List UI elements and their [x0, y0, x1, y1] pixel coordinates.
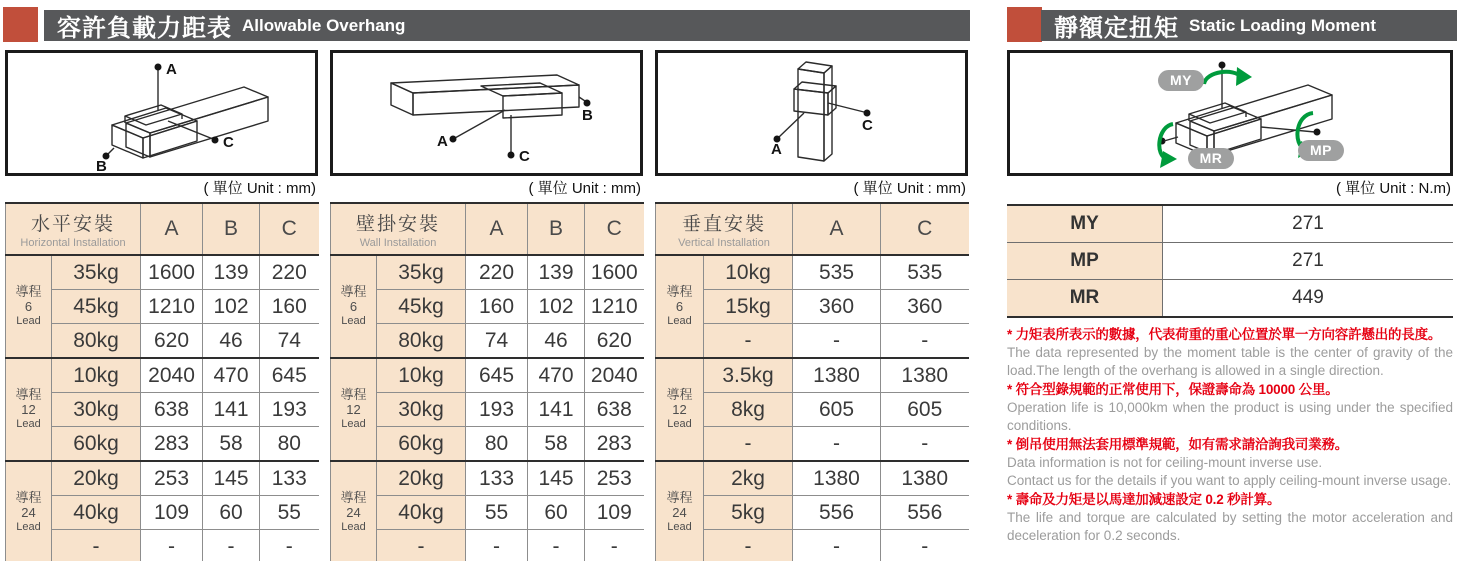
lead-label-zh: 導程 [340, 284, 367, 300]
table-title-en: Vertical Installation [678, 237, 770, 249]
point-c-label: C [223, 134, 234, 151]
value-cell: 46 [528, 324, 585, 359]
unit-label: ( 單位 Unit : mm) [528, 180, 641, 197]
value-cell: 1380 [881, 461, 969, 496]
value-cell: 360 [793, 290, 881, 324]
lead-label-en: Lead [667, 418, 692, 431]
value-cell: 283 [585, 427, 644, 462]
horizontal-installation-panel [5, 50, 318, 561]
load-cell: 80kg [377, 324, 466, 359]
value-cell: 141 [528, 393, 585, 427]
lead-cell [6, 358, 52, 461]
value-cell: 556 [793, 496, 881, 530]
value-cell: 638 [585, 393, 644, 427]
lead-number: 24 [346, 505, 361, 521]
table-title-zh: 壁掛安裝 [356, 214, 441, 235]
column-header-a: A [466, 203, 528, 255]
column-header-c: C [260, 203, 319, 255]
wall-installation-table [330, 202, 644, 561]
lead-cell [656, 461, 704, 561]
table-row [6, 393, 319, 427]
note [1007, 380, 1453, 435]
vertical-installation-diagram [655, 50, 968, 176]
note-text-zh: * 倒吊使用無法套用標準規範，如有需求請洽詢我司業務。 [1007, 437, 1349, 452]
table-row [331, 393, 644, 427]
table-row [6, 324, 319, 359]
load-cell: 30kg [52, 393, 141, 427]
point-a-label: A [771, 141, 782, 158]
load-cell: - [704, 530, 793, 561]
table-row [656, 461, 969, 496]
load-cell: - [52, 530, 141, 561]
value-cell: 253 [585, 461, 644, 496]
table-title-en: Wall Installation [359, 237, 437, 249]
value-cell: 360 [881, 290, 969, 324]
load-cell: 20kg [377, 461, 466, 496]
table-row [6, 427, 319, 462]
note-text-zh: * 壽命及力矩是以馬達加減速設定 0.2 秒計算。 [1007, 492, 1281, 507]
table-row [331, 358, 644, 393]
value-cell: 133 [466, 461, 528, 496]
value-cell: 1600 [585, 255, 644, 290]
value-cell: - [881, 530, 969, 561]
section-title-zh: 容許負載力距表 [57, 15, 232, 42]
value-cell: 160 [260, 290, 319, 324]
value-cell: 2040 [585, 358, 644, 393]
value-cell: 109 [141, 496, 203, 530]
overhang-panels [5, 50, 968, 561]
load-cell: - [704, 324, 793, 359]
load-cell: - [704, 427, 793, 462]
value-cell: - [793, 427, 881, 462]
value-cell: 58 [203, 427, 260, 462]
value-cell: 2040 [141, 358, 203, 393]
lead-number: 24 [672, 505, 687, 521]
lead-label-en: Lead [16, 315, 41, 328]
note-text-en: The life and torque are calculated by setting the motor acceleration and deceleration for 0.2 seconds. [1007, 510, 1453, 543]
value-cell: - [585, 530, 644, 561]
value-cell: 535 [881, 255, 969, 290]
value-cell: - [203, 530, 260, 561]
value-cell: 283 [141, 427, 203, 462]
table-row [331, 255, 644, 290]
value-cell: 102 [528, 290, 585, 324]
note-text-zh: * 力矩表所表示的數據，代表荷重的重心位置於單一方向容許懸出的長度。 [1007, 327, 1442, 342]
load-cell: 5kg [704, 496, 793, 530]
moment-label: MP [1007, 243, 1163, 280]
table-row [6, 290, 319, 324]
value-cell: 605 [881, 393, 969, 427]
value-cell: 1380 [793, 461, 881, 496]
lead-label-en: Lead [16, 418, 41, 431]
lead-label-zh: 導程 [340, 387, 367, 403]
value-cell: 638 [141, 393, 203, 427]
load-cell: 10kg [52, 358, 141, 393]
moment-value: 449 [1163, 280, 1454, 318]
value-cell: 605 [793, 393, 881, 427]
unit-label: ( 單位 Unit : N.m) [1336, 180, 1451, 197]
moment-value: 271 [1163, 205, 1454, 243]
unit-label: ( 單位 Unit : mm) [853, 180, 966, 197]
table-row [331, 290, 644, 324]
load-cell: 45kg [52, 290, 141, 324]
column-header-c: C [881, 203, 969, 255]
load-cell: 45kg [377, 290, 466, 324]
mp-badge-label: MP [1310, 142, 1332, 158]
note-text-en: Operation life is 10,000km when the product is using under the specified conditions. [1007, 400, 1453, 433]
vertical-installation-table [655, 202, 969, 561]
value-cell: 1210 [585, 290, 644, 324]
value-cell: 645 [466, 358, 528, 393]
table-row [1007, 280, 1453, 318]
column-header-b: B [528, 203, 585, 255]
table-row [1007, 205, 1453, 243]
value-cell: 470 [203, 358, 260, 393]
value-cell: 145 [528, 461, 585, 496]
value-cell: 74 [260, 324, 319, 359]
table-row [6, 530, 319, 561]
load-cell: 20kg [52, 461, 141, 496]
lead-label-zh: 導程 [15, 490, 42, 506]
value-cell: 60 [528, 496, 585, 530]
table-row [331, 324, 644, 359]
section-title-zh: 靜額定扭矩 [1054, 15, 1179, 42]
note [1007, 435, 1453, 490]
load-cell: 60kg [52, 427, 141, 462]
load-cell: 8kg [704, 393, 793, 427]
value-cell: 193 [260, 393, 319, 427]
load-cell: 15kg [704, 290, 793, 324]
table-row [331, 461, 644, 496]
value-cell: - [141, 530, 203, 561]
value-cell: - [793, 530, 881, 561]
lead-label-en: Lead [341, 521, 366, 534]
moment-diagram [1007, 50, 1453, 176]
load-cell: 60kg [377, 427, 466, 462]
table-title-zh: 垂直安裝 [681, 214, 766, 235]
moment-label: MR [1007, 280, 1163, 318]
point-b-label: B [96, 158, 107, 173]
value-cell: 1380 [793, 358, 881, 393]
wall-rail-drawing [333, 53, 640, 173]
load-cell: 35kg [52, 255, 141, 290]
column-header-b: B [203, 203, 260, 255]
note-text-en: The data represented by the moment table is the center of gravity of the load.The length of the overhang is allowed in a single direction. [1007, 345, 1453, 378]
load-cell: 3.5kg [704, 358, 793, 393]
value-cell: - [466, 530, 528, 561]
value-cell: 556 [881, 496, 969, 530]
lead-cell [331, 461, 377, 561]
value-cell: 470 [528, 358, 585, 393]
value-cell: 55 [466, 496, 528, 530]
vertical-installation-table-host [655, 202, 968, 561]
value-cell: 1600 [141, 255, 203, 290]
value-cell: 80 [466, 427, 528, 462]
value-cell: 55 [260, 496, 319, 530]
lead-label-en: Lead [667, 315, 692, 328]
lead-number: 12 [346, 402, 361, 418]
table-title-en: Horizontal Installation [20, 237, 126, 249]
vertical-installation-panel [655, 50, 968, 561]
note [1007, 490, 1453, 545]
value-cell: 535 [793, 255, 881, 290]
wall-installation-table-host [330, 202, 643, 561]
table-title [331, 203, 466, 255]
lead-label-zh: 導程 [666, 387, 693, 403]
value-cell: 220 [466, 255, 528, 290]
table-row [6, 461, 319, 496]
table-row [6, 496, 319, 530]
table-row [331, 496, 644, 530]
lead-number: 6 [349, 299, 358, 315]
lead-number: 24 [21, 505, 36, 521]
load-cell: 10kg [377, 358, 466, 393]
horizontal-installation-table-host [5, 202, 318, 561]
horizontal-rail-drawing [8, 53, 315, 173]
lead-number: 12 [672, 402, 687, 418]
lead-label-en: Lead [667, 521, 692, 534]
load-cell: 30kg [377, 393, 466, 427]
value-cell: 1210 [141, 290, 203, 324]
value-cell: 145 [203, 461, 260, 496]
allowable-overhang-title-bar [44, 10, 970, 41]
accent-square [1007, 7, 1042, 42]
value-cell: 58 [528, 427, 585, 462]
value-cell: 139 [203, 255, 260, 290]
lead-cell [656, 358, 704, 461]
lead-label-en: Lead [341, 418, 366, 431]
point-b-label: B [582, 107, 593, 124]
note-text-en: Data information is not for ceiling-mount inverse use. [1007, 455, 1323, 470]
vertical-rail-drawing [658, 53, 965, 173]
lead-number: 6 [24, 299, 33, 315]
value-cell: 220 [260, 255, 319, 290]
table-row [331, 530, 644, 561]
value-cell: - [881, 427, 969, 462]
moment-label: MY [1007, 205, 1163, 243]
load-cell: 10kg [704, 255, 793, 290]
value-cell: 141 [203, 393, 260, 427]
load-cell: 2kg [704, 461, 793, 496]
value-cell: 102 [203, 290, 260, 324]
moment-rail-drawing [1010, 53, 1450, 173]
moment-value: 271 [1163, 243, 1454, 280]
value-cell: 133 [260, 461, 319, 496]
table-row [656, 358, 969, 393]
table-row [1007, 243, 1453, 280]
load-cell: 35kg [377, 255, 466, 290]
value-cell: 46 [203, 324, 260, 359]
static-loading-moment-table [1007, 204, 1453, 318]
section-title-en: Allowable Overhang [242, 15, 406, 35]
value-cell: 645 [260, 358, 319, 393]
column-header-c: C [585, 203, 644, 255]
table-title-zh: 水平安裝 [31, 214, 116, 235]
horizontal-installation-table [5, 202, 319, 561]
unit-label: ( 單位 Unit : mm) [203, 180, 316, 197]
table-title [6, 203, 141, 255]
my-badge-label: MY [1170, 72, 1192, 88]
lead-label-zh: 導程 [15, 387, 42, 403]
section-title-en: Static Loading Moment [1189, 15, 1376, 35]
value-cell: - [881, 324, 969, 359]
accent-square [3, 7, 38, 42]
note-text-zh: * 符合型錄規範的正常使用下，保證壽命為 10000 公里。 [1007, 382, 1339, 397]
lead-number: 12 [21, 402, 36, 418]
point-c-label: C [862, 117, 873, 134]
value-cell: 60 [203, 496, 260, 530]
lead-cell [656, 255, 704, 358]
value-cell: 139 [528, 255, 585, 290]
static-loading-moment-title-bar [1041, 10, 1457, 41]
column-header-a: A [141, 203, 203, 255]
lead-label-zh: 導程 [666, 490, 693, 506]
lead-cell [6, 461, 52, 561]
point-a-label: A [166, 61, 177, 78]
lead-number: 6 [675, 299, 684, 315]
value-cell: 80 [260, 427, 319, 462]
value-cell: 193 [466, 393, 528, 427]
note-text-en: Contact us for the details if you want to apply ceiling-mount inverse usage. [1007, 473, 1452, 488]
wall-installation-panel [330, 50, 643, 561]
value-cell: 74 [466, 324, 528, 359]
table-row [6, 358, 319, 393]
load-cell: 40kg [52, 496, 141, 530]
lead-label-zh: 導程 [15, 284, 42, 300]
note [1007, 325, 1453, 380]
lead-cell [6, 255, 52, 358]
point-c-label: C [519, 148, 530, 165]
lead-cell [331, 255, 377, 358]
value-cell: - [260, 530, 319, 561]
lead-label-zh: 導程 [666, 284, 693, 300]
table-title [656, 203, 793, 255]
footnotes [1007, 325, 1453, 545]
load-cell: 40kg [377, 496, 466, 530]
point-a-label: A [437, 133, 448, 150]
mr-badge-label: MR [1199, 150, 1223, 166]
value-cell: 253 [141, 461, 203, 496]
lead-label-en: Lead [16, 521, 41, 534]
table-row [331, 427, 644, 462]
value-cell: 620 [141, 324, 203, 359]
table-row [656, 255, 969, 290]
load-cell: 80kg [52, 324, 141, 359]
value-cell: 160 [466, 290, 528, 324]
value-cell: - [793, 324, 881, 359]
load-cell: - [377, 530, 466, 561]
horizontal-installation-diagram [5, 50, 318, 176]
wall-installation-diagram [330, 50, 643, 176]
lead-cell [331, 358, 377, 461]
value-cell: 620 [585, 324, 644, 359]
lead-label-en: Lead [341, 315, 366, 328]
lead-label-zh: 導程 [340, 490, 367, 506]
static-loading-moment-column [1007, 50, 1453, 545]
column-header-a: A [793, 203, 881, 255]
value-cell: 1380 [881, 358, 969, 393]
value-cell: 109 [585, 496, 644, 530]
table-row [6, 255, 319, 290]
value-cell: - [528, 530, 585, 561]
